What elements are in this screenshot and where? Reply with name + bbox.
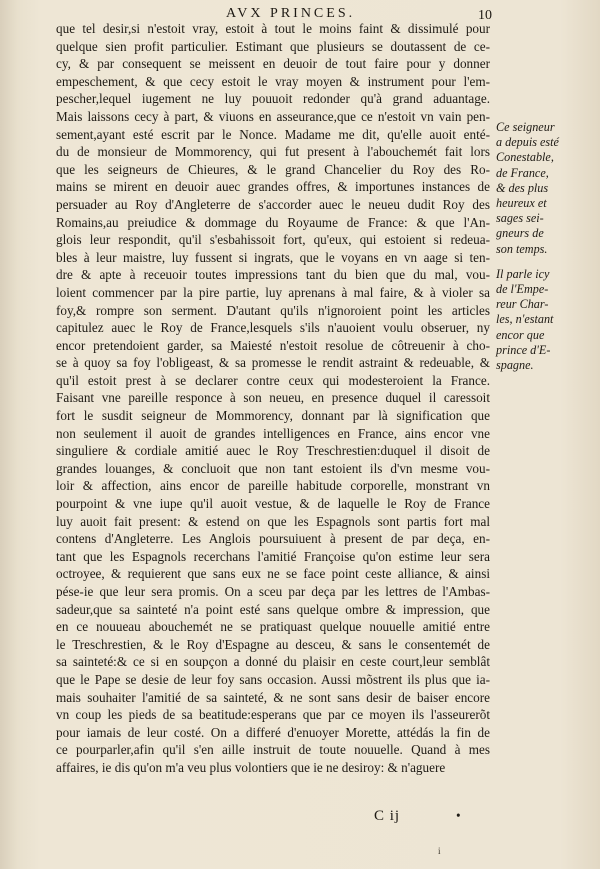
text-line: empeschement, & que cecy estoit le vray moyen & instrument pour l'em-: [56, 73, 490, 89]
signature-mark: C ij: [374, 808, 401, 824]
margin-note-line: heureux et: [496, 196, 547, 211]
text-line: fort le susdit seigneur de Mommorency, donnant par là signification que: [56, 408, 490, 424]
text-line: qu'il estoit prest à se declarer contre ceux qui modesteroient la France.: [56, 372, 490, 388]
margin-note-gap: [496, 257, 596, 267]
margin-note-line: Ce seigneur: [496, 120, 555, 134]
text-line: loient commencer par la pire partie, luy aprenans à mal faire, & à violer sa: [56, 284, 490, 300]
text-line: glois leur respondit, qu'il s'esbahissoit fort, qu'eux, qui estoient si redeua-: [56, 232, 490, 248]
text-line: loir & affection, ains encor de pareille habitude corporelle, monstrant vn: [56, 478, 490, 494]
text-line: pescher,lequel iugement ne luy pouuoit redonder qu'à grand aduantage.: [56, 91, 490, 107]
text-line: octroyee, & requierent que sans eux ne se face point ceste alliance, & ainsi: [56, 566, 490, 582]
text-line: Faisant vne pareille responce à son neueu, en presence duquel il caressoit: [56, 390, 490, 406]
text-line: ce pourparler,afin qu'il s'en aille instruit de toute nouuelle. Quand à mes: [56, 742, 490, 758]
margin-note-line: son temps.: [496, 241, 548, 256]
text-line: tant que les Espagnols recerchans l'amitié Françoise qu'on estime leur sera: [56, 548, 490, 564]
text-line: cy, & par consequent se meissent en deuoir de tout faire pour y donner: [56, 56, 490, 72]
running-title: AVX PRINCES.: [226, 6, 356, 21]
margin-note-line: de l'Empe-: [496, 282, 549, 297]
text-line: singuliere & cordiale amitié auec le Roy Treschrestien:duquel il disoit de: [56, 443, 490, 459]
bottom-mark: i: [438, 846, 441, 856]
text-line: dre & apte à receuoir toutes impressions tant du bien que du mal, vou-: [56, 267, 490, 283]
text-line: pése-ie que leur sera promis. On a sceu par deça par les lettres de l'Ambas-: [56, 584, 490, 599]
margin-note-line: a depuis esté: [496, 135, 559, 150]
text-line: contens d'Angleterre. Les Anglois poursuiuent à present de par deça, en-: [56, 531, 490, 547]
text-line: pour iamais de leur costé. On a differé d'enuoyer Morette, attédás la fin de: [56, 724, 490, 740]
margin-note-line: de France,: [496, 165, 549, 180]
text-line: capitulez auec le Roy de France,lesquels s'ils n'auoient voulu obseruer, ny: [56, 320, 490, 336]
text-line: bles à leur maistre, luy fussent si ingrats, que le voyans en vn aage si ten-: [56, 249, 490, 265]
text-line: Romains,au preiudice & dommage du Royaume de France: & que l'An-: [56, 214, 490, 230]
text-line: vn coup les pieds de sa beatitude:esperans que par ce moyen ils l'asseurerõt: [56, 707, 490, 723]
text-line: que tel desir,si n'estoit vray, estoit à tout le moins faint & dissimulé pour: [56, 21, 490, 36]
margin-note-line: spagne.: [496, 358, 534, 373]
text-line: se à quoy sa foy l'obligeast, & sa promesse le rendit astraint & redeuable, &: [56, 355, 490, 371]
text-line: sement,ayant esté escrit par le Nonce. Madame me dit, qu'elle auoit enté-: [56, 126, 490, 142]
margin-note-line: les, n'estant: [496, 312, 554, 327]
catchword: •: [456, 808, 461, 823]
text-line: pourpoint & vne iupe qu'il auoit vestue, & de laquelle le Roy de France: [56, 496, 490, 512]
margin-note-montmorency: [496, 120, 596, 257]
margin-notes: [496, 120, 596, 373]
text-line: mais souhaiter l'amitié de sa sainteté, & ne sont sans desir de baiser encore: [56, 689, 490, 705]
text-line: luy auoit fait present: & estend on que les Espagnols sont partis fort mal: [56, 513, 490, 529]
text-line: mains se mirent en deuoir auec grandes offres, & importunes instances de: [56, 179, 490, 195]
text-line: que les seigneurs de Chieures, & le grand Chancelier du Roy des Ro-: [56, 161, 490, 177]
margin-note-line: Il parle icy: [496, 266, 550, 281]
text-line: en ce nouueau abouchemét ne se pratiquast quelque nouuelle amitié entre: [56, 619, 490, 635]
margin-note-line: gneurs de: [496, 226, 544, 241]
text-line: grandes louanges, & concluoit que non tant estoient ils d'vn mesme vou-: [56, 460, 490, 476]
margin-note-line: encor que: [496, 327, 545, 342]
text-line: encor pretendoient garder, sa Maiesté n'estoit resolue de côtreuenir à cho-: [56, 337, 490, 353]
margin-note-charles: [496, 267, 596, 373]
margin-note-line: sages sei-: [496, 211, 544, 226]
margin-note-line: prince d'E-: [496, 342, 551, 357]
text-line: affaires, ie dis qu'on m'a veu plus volontiers que ie ne desiroy: & n'aguere: [56, 759, 446, 775]
text-line: persuader au Roy d'Angleterre de s'accorder auec le neueu dudit Roy des: [56, 196, 490, 212]
text-line: quelque sien profit particulier. Estimant que plusieurs se doutassent de ce-: [56, 38, 490, 54]
text-line: le Treschrestien, & le Roy d'Espagne au desceu, & sans le consentemét de: [56, 636, 490, 652]
text-line: du de monsieur de Mommorency, qui fut present à l'abouchemét fait lors: [56, 144, 490, 160]
margin-note-line: reur Char-: [496, 297, 549, 312]
main-text-block: [56, 20, 490, 777]
text-line: sa sainteté:& ce si en soupçon a donné du plaisir en ceste court,leur semblât: [56, 654, 490, 670]
text-line: sadeur,que sa sainteté n'a point esté sans quelque ombre & impression, que: [56, 601, 490, 617]
margin-note-line: & des plus: [496, 180, 549, 195]
text-line: foy,& rompre son serment. D'autant qu'ils n'ignoroient point les articles: [56, 302, 490, 318]
margin-note-line: Conestable,: [496, 150, 554, 165]
page-number: 10: [478, 8, 492, 23]
text-line: que le Pape se desie de leur foy sans occasion. Aussi mõstrent ils plus que ia-: [56, 671, 490, 687]
text-line: Mais laissons cecy à part, & viuons en asseurance,que ce n'estoit vn vain pen-: [56, 108, 490, 124]
text-line: non seulement il auoit de grandes intelligences en France, ains encor vne: [56, 425, 490, 441]
